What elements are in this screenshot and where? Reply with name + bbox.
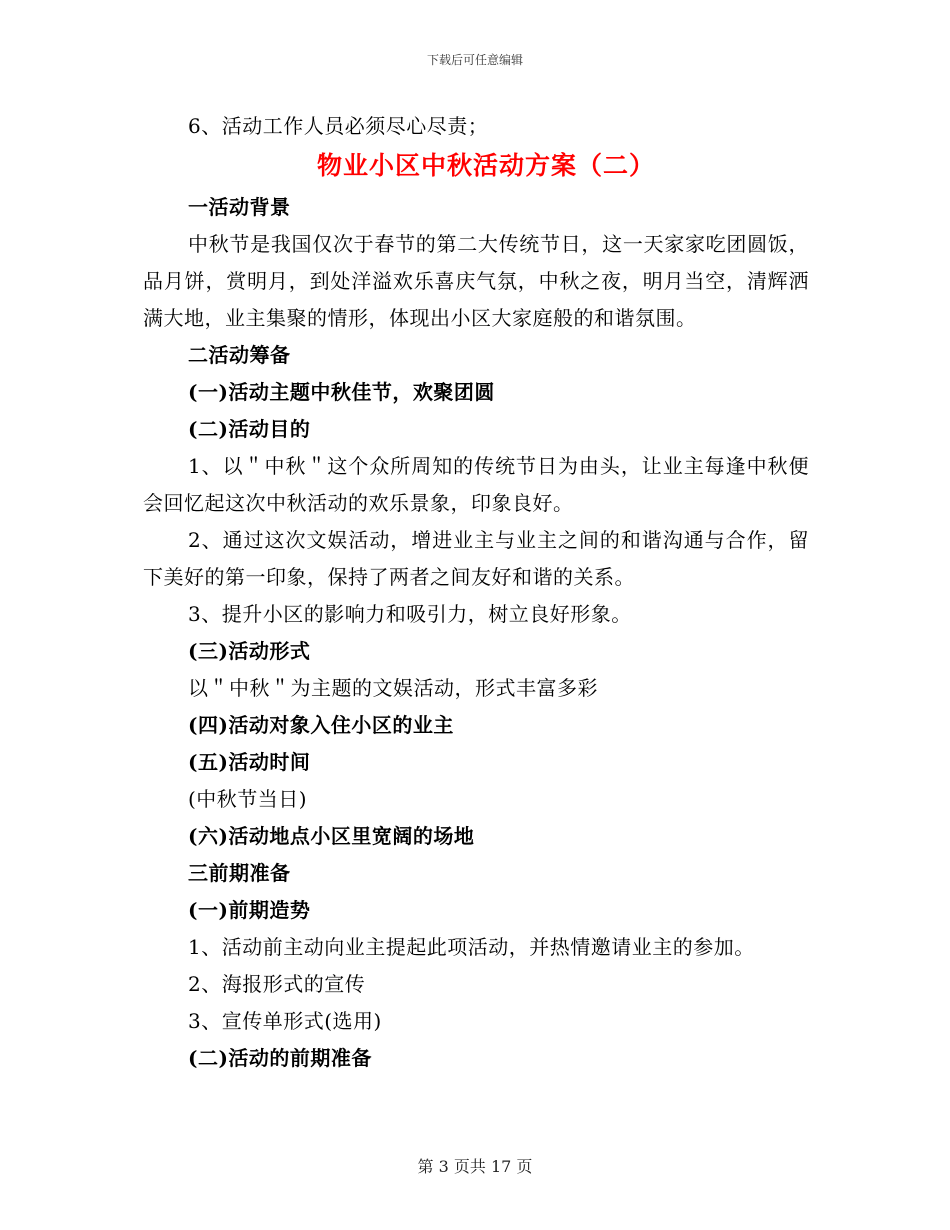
subsection-heading: (二)活动的前期准备 (188, 1046, 372, 1070)
subsection-heading: (一)活动主题中秋佳节，欢聚团圆 (188, 380, 495, 404)
section-heading: 一活动背景 (188, 195, 291, 219)
list-item: 1、活动前主动向业主提起此项活动，并热情邀请业主的参加。 (188, 935, 755, 959)
subsection-heading: (二)活动目的 (188, 417, 311, 441)
subsection-heading: (六)活动地点小区里宽阔的场地 (188, 824, 475, 848)
list-item: 2、海报形式的宣传 (188, 972, 366, 996)
document-body (143, 108, 809, 1077)
section-title: 物业小区中秋活动方案（二） (316, 151, 655, 180)
page-footer: 第 3 页共 17 页 (417, 1157, 533, 1176)
paragraph: 以＂中秋＂为主题的文娱活动，形式丰富多彩 (188, 676, 598, 700)
section-heading: 二活动筹备 (188, 343, 291, 367)
paragraph: 2、通过这次文娱活动，增进业主与业主之间的和谐沟通与合作，留下美好的第一印象，保持了两者之间友好和谐的关系。 (143, 528, 809, 589)
subsection-heading: (四)活动对象入住小区的业主 (188, 713, 454, 737)
subsection-heading: (一)前期造势 (188, 898, 311, 922)
paragraph: 1、以＂中秋＂这个众所周知的传统节日为由头，让业主每逢中秋便会回忆起这次中秋活动的欢乐景象，印象良好。 (143, 454, 809, 515)
list-item: 3、宣传单形式(选用) (188, 1009, 382, 1033)
subsection-heading: (三)活动形式 (188, 639, 311, 663)
paragraph: 中秋节是我国仅次于春节的第二大传统节日，这一天家家吃团圆饭，品月饼，赏明月，到处洋溢欢乐喜庆气氛，中秋之夜，明月当空，清辉洒满大地，业主集聚的情形，体现出小区大家庭般的和谐氛围。 (143, 232, 809, 330)
page-header: 下载后可任意编辑 (426, 53, 523, 67)
paragraph: (中秋节当日) (188, 787, 308, 811)
list-item: 6、活动工作人员必须尽心尽责； (188, 114, 489, 138)
subsection-heading: (五)活动时间 (188, 750, 311, 774)
list-item: 3、提升小区的影响力和吸引力，树立良好形象。 (188, 602, 632, 626)
section-heading: 三前期准备 (188, 861, 291, 885)
